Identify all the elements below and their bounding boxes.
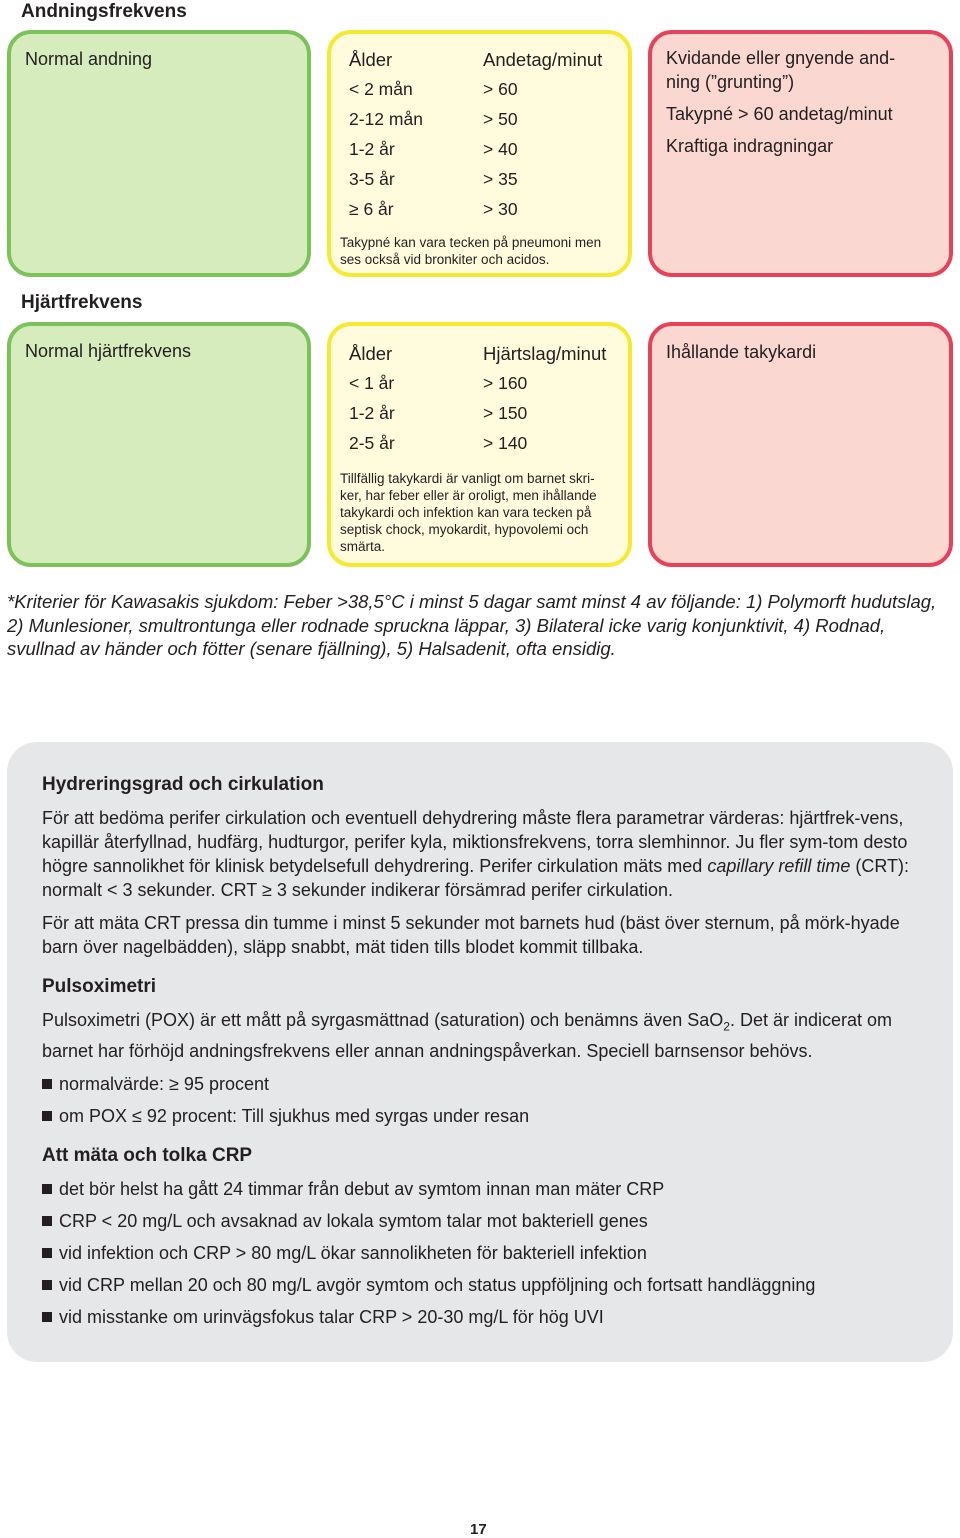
pox-list <box>42 1072 912 1128</box>
resp-red-box <box>648 30 953 277</box>
list-item-text: CRP < 20 mg/L och avsaknad av lokala symtom talar mot bakteriell genes <box>59 1210 648 1231</box>
resp-note-line: ses också vid bronkiter och acidos. <box>340 252 550 267</box>
age-cell: 1-2 år <box>349 403 395 423</box>
list-item-text: det bör helst ha gått 24 timmar från debut av symtom innan man mäter CRP <box>59 1178 665 1199</box>
resp-red-line: Kvidande eller gnyende and- <box>666 48 896 68</box>
crt-method-paragraph: För att mäta CRT pressa din tumme i minst 5 sekunder mot barnets hud (bäst över sternum, på mörk-hyade barn över nagelbädden), släpp snabbt, mät tiden tills blodet kommit tillbaka. <box>42 913 900 957</box>
square-bullet-icon <box>42 1184 52 1194</box>
table-row <box>349 139 618 169</box>
hydration-paragraph <box>42 806 912 902</box>
heart-note-line: Tillfällig takykardi är vanligt om barnet skri- <box>340 471 595 486</box>
rate-cell: > 60 <box>483 79 518 99</box>
list-item <box>42 1104 912 1128</box>
heart-table-header <box>349 343 618 373</box>
heart-table <box>349 343 618 463</box>
col-age-header: Ålder <box>349 49 393 70</box>
list-item-text: normalvärde: ≥ 95 procent <box>59 1073 269 1094</box>
table-row <box>349 109 618 139</box>
table-row <box>349 199 618 229</box>
info-panel-content <box>42 774 912 1329</box>
pox-text: . Det är indicerat om barnet har förhöjd andningsfrekvens eller annan andningspåverkan. Speciell barnsensor behövs. <box>42 1010 893 1061</box>
heart-red-label: Ihållande takykardi <box>666 342 817 362</box>
square-bullet-icon <box>42 1280 52 1290</box>
age-cell: ≥ 6 år <box>349 199 394 219</box>
list-item-text: vid infektion och CRP > 80 mg/L ökar sannolikheten för bakteriell infektion <box>59 1242 647 1263</box>
list-item-text: om POX ≤ 92 procent: Till sjukhus med syrgas under resan <box>59 1105 530 1126</box>
resp-note-line: Takypné kan vara tecken på pneumoni men <box>340 235 602 250</box>
heart-yellow-box <box>327 322 632 567</box>
rate-cell: > 150 <box>483 403 528 423</box>
info-panel <box>7 742 953 1362</box>
pox-text: Pulsoximetri (POX) är ett mått på syrgasmättnad (saturation) och benämns även SaO <box>42 1010 724 1030</box>
table-row <box>349 433 618 463</box>
table-row <box>349 79 618 109</box>
heart-note-line: ker, har feber eller är oroligt, men ihållande <box>340 488 597 503</box>
square-bullet-icon <box>42 1216 52 1226</box>
rate-cell: > 35 <box>483 169 518 189</box>
heart-normal-label: Normal hjärtfrekvens <box>25 341 192 361</box>
list-item-text: vid CRP mellan 20 och 80 mg/L avgör symtom och status uppföljning och fortsatt handläggning <box>59 1274 816 1295</box>
list-item <box>42 1209 912 1233</box>
crp-list <box>42 1177 912 1329</box>
table-row <box>349 373 618 403</box>
pox-subscript: 2 <box>723 1019 730 1034</box>
crp-title: Att mäta och tolka CRP <box>42 1144 253 1166</box>
resp-red-line: ning (”grunting”) <box>666 72 795 92</box>
heart-note <box>340 470 597 555</box>
age-cell: 3-5 år <box>349 169 395 189</box>
age-cell: 1-2 år <box>349 139 395 159</box>
resp-yellow-box <box>327 30 632 277</box>
col-rate-header: Andetag/minut <box>483 49 603 70</box>
age-cell: 2-5 år <box>349 433 395 453</box>
rate-cell: > 160 <box>483 373 528 393</box>
col-rate-header: Hjärtslag/minut <box>483 343 607 364</box>
hydration-text: (CRT): normalt < 3 sekunder. CRT ≥ 3 sekunder indikerar försämrad perifer cirkulation. <box>42 856 910 900</box>
resp-table <box>349 49 618 229</box>
heart-normal-box <box>7 322 311 567</box>
list-item <box>42 1273 912 1297</box>
square-bullet-icon <box>42 1111 52 1121</box>
hydration-title: Hydreringsgrad och cirkulation <box>42 774 324 795</box>
square-bullet-icon <box>42 1248 52 1258</box>
table-row <box>349 403 618 433</box>
list-item <box>42 1305 912 1329</box>
heart-red-box <box>648 322 953 567</box>
pox-paragraph <box>42 1008 912 1063</box>
heart-note-line: smärta. <box>340 539 386 554</box>
resp-note <box>340 234 601 268</box>
heart-note-line: takykardi och infektion kan vara tecken på <box>340 505 592 520</box>
resp-heading: Andningsfrekvens <box>21 1 187 22</box>
age-cell: < 1 år <box>349 373 395 393</box>
resp-normal-box <box>7 30 311 277</box>
pox-title: Pulsoximetri <box>42 976 157 997</box>
rate-cell: > 50 <box>483 109 518 129</box>
age-cell: < 2 mån <box>349 79 413 99</box>
age-cell: 2-12 mån <box>349 109 423 129</box>
list-item <box>42 1072 912 1096</box>
heart-heading: Hjärtfrekvens <box>21 292 143 313</box>
resp-red-line: Takypné > 60 andetag/minut <box>666 104 893 124</box>
page-number: 17 <box>470 1521 487 1538</box>
resp-table-header <box>349 49 618 79</box>
list-item-text: vid misstanke om urinvägsfokus talar CRP > 20-30 mg/L för hög UVI <box>59 1306 604 1327</box>
rate-cell: > 140 <box>483 433 528 453</box>
kawasaki-criteria: *Kriterier för Kawasakis sjukdom: Feber >38,5°C i minst 5 dagar samt minst 4 av följande: 1) Polymorft hudutslag, 2) Munlesioner, smultrontunga eller rodnade spruckna läppar, 3) Bilateral icke varig konjunktivit, 4) Rodnad, svullnad av händer och fötter (senare fjällning), 5) Halsadenit, ofta ensidig. <box>7 591 937 659</box>
resp-red-line: Kraftiga indragningar <box>666 136 834 156</box>
col-age-header: Ålder <box>349 343 393 364</box>
square-bullet-icon <box>42 1312 52 1322</box>
crt-term: capillary refill time <box>707 856 851 876</box>
heart-note-line: septisk chock, myokardit, hypovolemi och <box>340 522 589 537</box>
resp-normal-label: Normal andning <box>25 49 153 69</box>
list-item <box>42 1241 912 1265</box>
hydration-text: För att bedöma perifer cirkulation och eventuell dehydrering måste flera parametrar värderas: hjärtfrek-vens, kapillär återfyllnad, hudfärg, hudturgor, perifer kyla, miktionsfrekvens, torra slemhinnor. Ju fler sym-tom desto högre sannolikhet för klinisk betydelsefull dehydrering. Perifer cirkulation mäts med <box>42 808 908 876</box>
square-bullet-icon <box>42 1079 52 1089</box>
list-item <box>42 1177 912 1201</box>
table-row <box>349 169 618 199</box>
rate-cell: > 30 <box>483 199 518 219</box>
rate-cell: > 40 <box>483 139 518 159</box>
